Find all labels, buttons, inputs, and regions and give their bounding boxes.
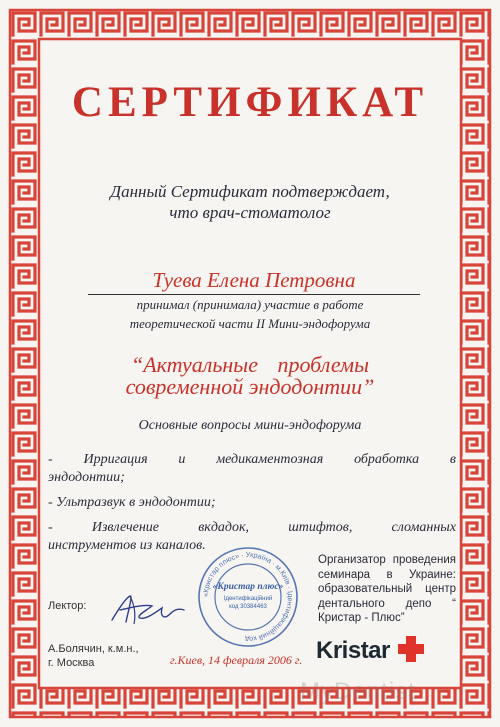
organization-stamp <box>196 545 300 649</box>
topic-title-line-1: “Актуальные проблемы <box>131 352 369 377</box>
stamp-center-name: «Кристар плюс» <box>212 582 284 592</box>
lector-label: Лектор: <box>48 600 87 612</box>
certificate-title: СЕРТИФИКАТ <box>71 79 429 126</box>
kristar-logo <box>316 634 426 665</box>
issue-item-irrigation: - Ирригация и медикаментозная обработка в <box>48 452 456 467</box>
issues-heading: Основные вопросы мини-эндофорума <box>138 418 362 433</box>
confirmation-line-1: Данный Сертификат подтверждает, <box>110 182 390 201</box>
lector-signature <box>100 590 190 630</box>
participation-line-2: теоретической части II Мини-эндофорума <box>129 316 371 331</box>
red-cross-icon <box>396 634 426 664</box>
stamp-ring-text: «Кристар плюс» · Україна · м.Київ · Ідентифікаційний код <box>200 549 296 645</box>
organizer-text: Организатор проведения семинара в Украине: образовательный центр дентального депо “ Кристар - Плюс” <box>318 554 456 624</box>
recipient-name: Туева Елена Петровна <box>88 268 420 295</box>
stamp-center-code: код 30384463 <box>229 604 267 610</box>
place-and-date: г.Киев, 14 февраля 2006 г. <box>170 653 303 667</box>
topic-title-line-2: современной эндодонтии” <box>125 374 375 399</box>
lector-name: А.Болячин, к.м.н., <box>48 643 139 655</box>
lector-city: г. Москва <box>48 657 95 669</box>
issue-item-extraction-cont: инструментов из каналов. <box>48 538 206 553</box>
issue-item-irrigation-cont: эндодонтии; <box>48 470 125 485</box>
issue-item-ultrasound: - Ультразвук в эндодонтии; <box>48 495 216 510</box>
stamp-center-sub: Ідентифікаційний <box>223 596 273 602</box>
kristar-logo-text: Kristar <box>316 637 390 664</box>
watermark: MyDentist <box>300 678 416 705</box>
issue-item-extraction: - Извлечение вкдадок, штифтов, сломанных <box>48 520 456 535</box>
confirmation-line-2: что врач-стоматолог <box>169 203 331 222</box>
participation-line-1: принимал (принимала) участие в работе <box>136 297 364 312</box>
